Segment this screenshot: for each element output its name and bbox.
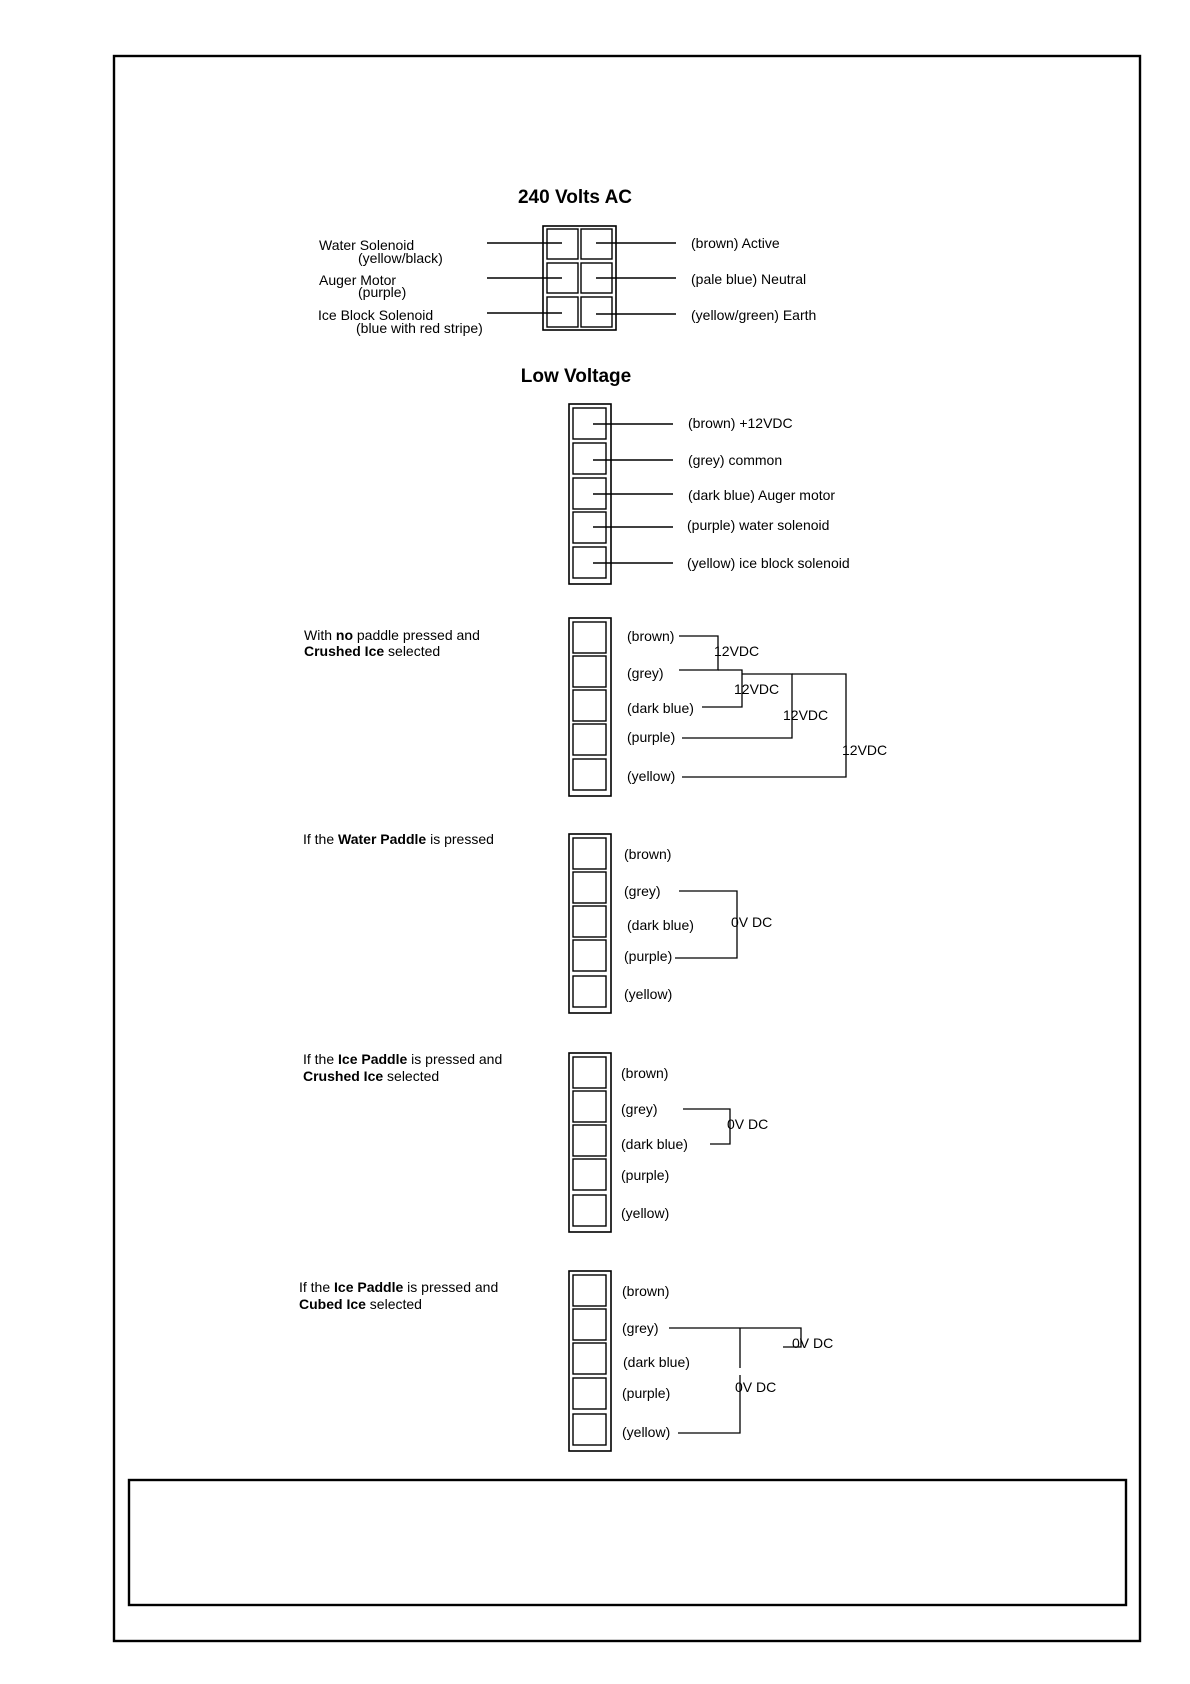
s2-wire-brown: (brown) (624, 846, 672, 862)
s1-wire-dark-blue: (dark blue) (627, 700, 694, 716)
s2-pin (573, 940, 606, 971)
s3-voltage: 0V DC (727, 1116, 769, 1132)
s3-wire-grey: (grey) (621, 1101, 658, 1117)
s3-pin (573, 1057, 606, 1088)
auger-motor-color: (purple) (358, 284, 407, 300)
s2-wire-grey: (grey) (624, 883, 661, 899)
s1-voltage-grey-purple: 12VDC (783, 707, 829, 723)
s2-wire-dark-blue: (dark blue) (627, 917, 694, 933)
ac-title: 240 Volts AC (517, 187, 633, 208)
scenario3-caption-line2: Crushed Ice selected (303, 1068, 440, 1084)
ac-pin (581, 229, 612, 259)
s2-pin (573, 906, 606, 937)
s2-voltage: 0V DC (731, 914, 773, 930)
scenario2-caption: If the Water Paddle is pressed (303, 831, 494, 847)
s4-pin (573, 1343, 606, 1374)
lv-label-yellow: (yellow) ice block solenoid (687, 555, 850, 571)
s4-voltage-grey-darkblue: 0V DC (792, 1335, 834, 1351)
lv-label-brown: (brown) +12VDC (688, 415, 793, 431)
s2-pin (573, 838, 606, 869)
low-voltage-section (521, 366, 850, 584)
s1-wire-yellow: (yellow) (627, 768, 676, 784)
s1-voltage-grey-yellow: 12VDC (842, 742, 888, 758)
scenario-ice-paddle-crushed (303, 1051, 768, 1232)
water-solenoid-color: (yellow/black) (358, 250, 443, 266)
s2-wire-purple: (purple) (624, 948, 673, 964)
s4-wire-yellow: (yellow) (622, 1424, 671, 1440)
s1-wire-grey: (grey) (627, 665, 664, 681)
s1-voltage-brown-grey: 12VDC (714, 643, 760, 659)
s2-wire-yellow: (yellow) (624, 986, 673, 1002)
low-voltage-title: Low Voltage (520, 366, 632, 387)
s4-pin (573, 1275, 606, 1306)
s4-pin (573, 1309, 606, 1340)
earth-label: (yellow/green) Earth (691, 307, 817, 323)
s1-wire-brown: (brown) (627, 628, 675, 644)
scenario-no-paddle (304, 618, 887, 796)
scenario4-caption-line2: Cubed Ice selected (299, 1296, 422, 1312)
s4-wire-brown: (brown) (622, 1283, 670, 1299)
s2-pin (573, 872, 606, 903)
s3-wire-yellow: (yellow) (621, 1205, 670, 1221)
s3-wire-brown: (brown) (621, 1065, 669, 1081)
s4-wire-dark-blue: (dark blue) (623, 1354, 690, 1370)
s4-wire-purple: (purple) (622, 1385, 671, 1401)
lv-label-purple: (purple) water solenoid (687, 517, 830, 533)
s1-wire-purple: (purple) (627, 729, 676, 745)
s1-pin (573, 622, 606, 653)
s1-pin (573, 656, 606, 687)
scenario3-caption-line1: If the Ice Paddle is pressed and (303, 1051, 503, 1067)
s3-pin (573, 1091, 606, 1122)
s4-wire-grey: (grey) (622, 1320, 659, 1336)
ac-pin (547, 229, 578, 259)
s4-pin (573, 1378, 606, 1409)
neutral-label: (pale blue) Neutral (691, 271, 807, 287)
s3-wire-purple: (purple) (621, 1167, 670, 1183)
s1-pin (573, 724, 606, 755)
s1-pin (573, 690, 606, 721)
active-label: (brown) Active (691, 235, 780, 251)
s3-pin (573, 1195, 606, 1226)
s3-pin (573, 1125, 606, 1156)
lv-pin (573, 443, 606, 474)
ac-pin (547, 297, 578, 327)
s1-pin (573, 759, 606, 790)
scenario-water-paddle (303, 831, 772, 1013)
scenario1-caption-line1: With no paddle pressed and (304, 627, 480, 643)
ac-pin (581, 297, 612, 327)
ac-connector-section (318, 187, 816, 336)
water-solenoid-label: Water Solenoid (319, 237, 415, 253)
scenario1-caption-line2: Crushed Ice selected (304, 643, 441, 659)
footer-box (129, 1480, 1126, 1605)
s1-voltage-grey-darkblue: 12VDC (734, 681, 780, 697)
scenario4-caption-line1: If the Ice Paddle is pressed and (299, 1279, 499, 1295)
auger-motor-label: Auger Motor (319, 272, 397, 288)
s3-pin (573, 1159, 606, 1190)
ice-block-solenoid-label: Ice Block Solenoid (318, 307, 434, 323)
s3-wire-dark-blue: (dark blue) (621, 1136, 688, 1152)
ice-block-solenoid-color: (blue with red stripe) (356, 320, 483, 336)
lv-label-grey: (grey) common (688, 452, 783, 468)
lv-label-dark-blue: (dark blue) Auger motor (688, 487, 836, 503)
scenario-ice-paddle-cubed (299, 1271, 833, 1451)
s4-voltage-grey-yellow: 0V DC (735, 1379, 777, 1395)
s4-pin (573, 1414, 606, 1445)
s2-pin (573, 976, 606, 1007)
